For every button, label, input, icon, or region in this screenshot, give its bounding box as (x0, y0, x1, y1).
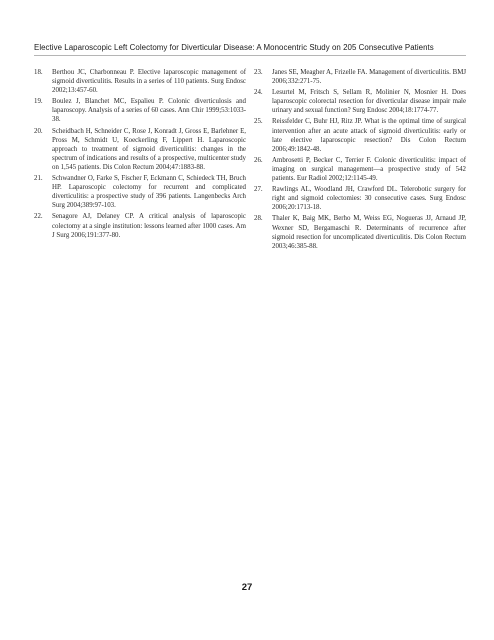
reference-text: Schwandner O, Farke S, Fischer F, Eckmann C, Schiedeck TH, Bruch HP. Laparoscopic colectomy for recurrent and complicated diverticulitis: a prospective study of 396 patients. Langenbecks Arch Surg 2004;389:97-103. (52, 175, 246, 210)
references-column-left (34, 68, 246, 242)
reference-item (34, 174, 246, 210)
reference-number: 18. (34, 69, 43, 76)
reference-text: Rawlings AL, Woodland JH, Crawford DL. Telerobotic surgery for right and sigmoid colectomies: 30 consecutive cases. Surg Endosc 2006;20:1713-18. (272, 186, 466, 212)
reference-item (34, 127, 246, 172)
reference-text: Senagore AJ, Delaney CP. A critical analysis of laparoscopic colectomy at a single institution: lessons learned after 1000 cases. Am J Surg 2006;191:377-80. (52, 213, 246, 239)
reference-item (254, 214, 466, 250)
reference-item (254, 185, 466, 212)
reference-text: Thaler K, Baig MK, Berho M, Weiss EG, Nogueras JJ, Arnaud JP, Wexner SD, Bergamaschi R. Determinants of recurrence after sigmoid resection for uncomplicated diverticulitis. Dis Colon Rectum 2003;46:385-88. (272, 215, 466, 250)
reference-item (254, 68, 466, 86)
reference-number: 19. (34, 98, 43, 106)
reference-item (254, 88, 466, 115)
reference-number: 28. (254, 215, 263, 223)
references-column-right (254, 68, 466, 253)
reference-text: Scheidbach H, Schneider C, Rose J, Konradt J, Gross E, Barlehner E, Pross M, Schmidt U, Koeckerling F, Lippert H. Laparoscopic approach to treatment of sigmoid diverticulitis: changes in the spectrum of indications and results of a prospective, multicenter study on 1,545 patients. Dis Colon Rectum 2004;47:1883-88. (52, 127, 246, 171)
reference-item (34, 68, 246, 95)
reference-item (34, 97, 246, 124)
reference-text: Lesurtel M, Fritsch S, Sellam R, Molinier N, Mosnier H. Does laparoscopic colorectal resection for diverticular disease impair male urinary and sexual function? Surg Endosc 2004;18:1774-77. (272, 89, 466, 115)
reference-text: Janes SE, Meagher A, Frizelle FA. Management of diverticulitis. BMJ 2006;332:271-75. (272, 69, 466, 86)
reference-number: 27. (254, 186, 263, 194)
reference-number: 26. (254, 156, 263, 164)
reference-text: Berthou JC, Charbonneau P. Elective laparoscopic management of sigmoid diverticulitis. Results in a series of 110 patients. Surg Endosc 2002;13:457-60. (52, 69, 246, 95)
reference-item (34, 212, 246, 239)
reference-number: 25. (254, 118, 263, 126)
reference-number: 22. (34, 213, 43, 221)
reference-text: Reissfelder C, Buhr HJ, Ritz JP. What is the optimal time of surgical intervention after an acute attack of sigmoid diverticulitis: early or late elective laparoscopic resection? Dis Colon Rectum 2006;49:1842-48. (272, 118, 466, 153)
running-head: Elective Laparoscopic Left Colectomy for Diverticular Disease: A Monocentric Study on 205 Consecutive Patients (34, 43, 434, 52)
reference-number: 23. (254, 69, 263, 76)
reference-number: 20. (34, 127, 43, 135)
reference-item (254, 156, 466, 183)
page-number: 27 (241, 582, 253, 593)
reference-text: Boulez J, Blanchet MC, Espalieu P. Colonic diverticulosis and laparoscopy. Analysis of a series of 60 cases. Ann Chir 1999;53:1033-38. (52, 98, 246, 124)
header-rule (34, 55, 466, 56)
reference-item (254, 117, 466, 153)
reference-number: 21. (34, 175, 43, 183)
reference-number: 24. (254, 89, 263, 97)
reference-text: Ambrosetti P, Becker C, Terrier F. Colonic diverticulitis: impact of imaging on surgical management—a prospective study of 542 patients. Eur Radiol 2002;12:1145-49. (272, 156, 466, 183)
